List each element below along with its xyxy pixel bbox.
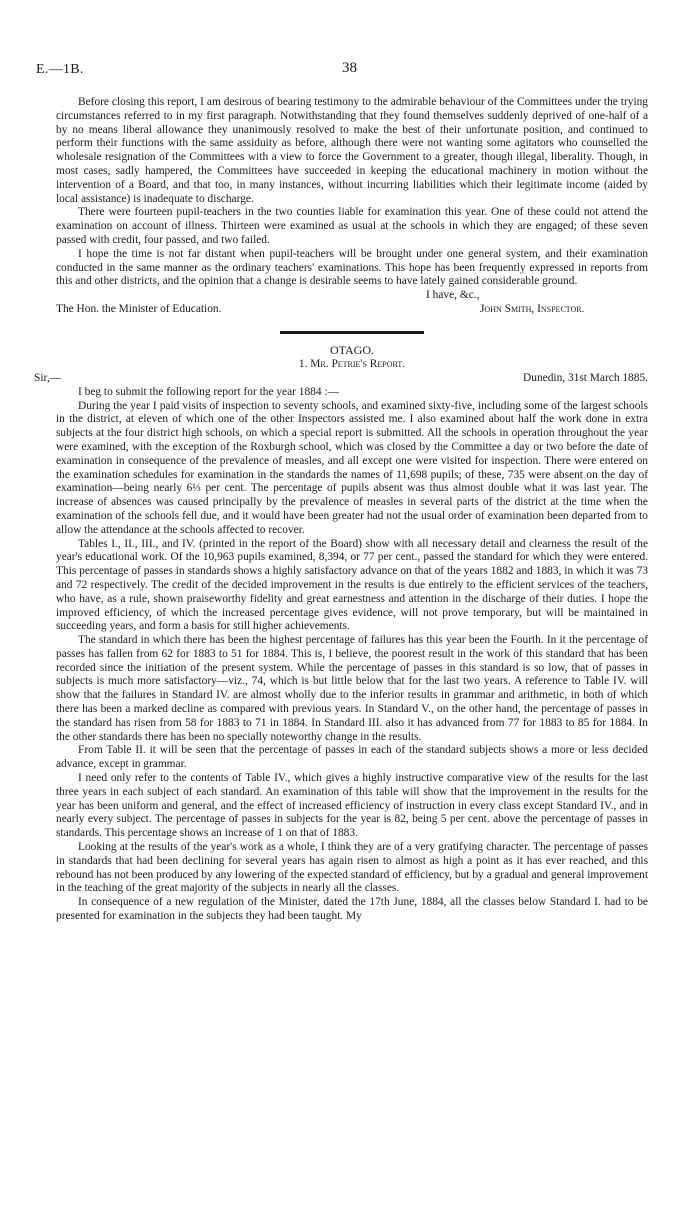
page-number: 38 (342, 60, 357, 76)
signatory: John Smith, Inspector. (480, 303, 585, 316)
closing-phrase: I have, &c., (426, 289, 480, 302)
salutation: Sir,— (34, 371, 62, 384)
paragraph: Before closing this report, I am desirous of bearing testimony to the admirable behaviour of the Committees under the trying circumstances referred to in my first paragraph. Notwithstanding that they found themselves suddenly deprived of one-half of a by no means liberal allowance they unanimously resolved to make the best of their unfortunate position, and continued to perform their functions with the same assiduity as before, although there were not wanting some agitators who counselled the wholesale resignation of the Committees with a view to force the Government to a greater, though illegal, liberality. Though, in most cases, sadly hampered, the Committees have succeeded in keeping the educational machinery in motion without the intervention of a Board, and that too, in many instances, without incurring liabilities which their legitimate income (aided by local assistance) is inadequate to discharge. (56, 96, 648, 205)
paragraph: In consequence of a new regulation of the Minister, dated the 17th June, 1884, all the classes below Standard I. had to be presented for examination in the subjects they had been taught. My (56, 896, 648, 923)
section-divider (280, 331, 424, 334)
report-body (34, 96, 648, 924)
paragraph: I beg to submit the following report for the year 1884 :— (78, 385, 339, 398)
signature-block (56, 289, 648, 317)
section-heading: OTAGO. (329, 343, 375, 358)
salutation-line (34, 371, 648, 386)
paragraph: Tables I., II., III., and IV. (printed in the report of the Board) show with all necessary detail and clearness the result of the year's educational work. Of the 10,963 pupils examined, 8,394, or 77 per cent., passed the standard for which they were entered. This percentage of passes in standards shows a highly satisfactory advance on that of the years 1882 and 1883, in which it was 73 and 72 respectively. The credit of the decided improvement in the results is due entirely to the efficient services of the teachers, who have, as a rule, shown praiseworthy fidelity and great earnestness and attention in the discharge of their duties. I hope the improved efficiency, of which the increased percentage gives evidence, will not prove temporary, but will be maintained in succeeding years, and form a basis for still higher achievements. (56, 537, 648, 633)
paragraph: During the year I paid visits of inspection to seventy schools, and examined sixty-five, including some of the largest schools in the district, at eleven of which one of the other Inspectors assisted me. I also examined about half the work done in extra subjects at the four district high schools, on which a special report is submitted. All the schools in operation throughout the year were examined, with the exception of the Roxburgh school, which was closed by the Committee a day or two before the date of examination in consequence of the prevalence of measles, and all except one were visited for inspection. There were entered on the examination schedules for examination in the standards the names of 11,698 pupils; of these, 735 were absent on the day of examination—being nearly 6⅓ per cent. The percentage of pupils absent was thus almost double what it was last year. The increase of absences was caused principally by the prevalence of measles in several parts of the district at the time when the examination of the schools fell due, and it would have been greater had not the usual order of examination been departed from to allow the attendance at the schools affected to recover. (56, 399, 648, 536)
addressee: The Hon. the Minister of Education. (56, 303, 222, 316)
paragraph: There were fourteen pupil-teachers in the two counties liable for examination this year. One of these could not attend the examination on account of illness. Thirteen were examined as usual at the schools in which they are engaged; of these seven passed with credit, four passed, and two failed. (56, 206, 648, 246)
section-reference: E.—1B. (36, 62, 84, 77)
paragraph: Looking at the results of the year's work as a whole, I think they are of a very gratifying character. The percentage of passes in standards that had been declining for several years has again risen to almost as high a point as it has ever reached, and this rebound has not been produced by any lowering of the expected standard of efficiency, but by a gradual and general improvement in the teaching of the great majority of the subjects in nearly all the classes. (56, 841, 648, 895)
paragraph: I need only refer to the contents of Table IV., which gives a highly instructive comparative view of the results for the last three years in each subject of each standard. An examination of this table will show that the improvement in the results for the year has been uniform and general, and the effect of increased efficiency of instruction in every class except Standard IV., and in nearly every subject. The percentage of passes in subjects for the year is 82, being 5 per cent. above the percentage of passes in standards. This percentage shows an increase of 1 on that of 1883. (56, 772, 648, 840)
paragraph: From Table II. it will be seen that the percentage of passes in each of the standard subjects shows a more or less decided advance, except in grammar. (56, 744, 648, 771)
report-subheading: 1. Mr. Petrie's Report. (298, 357, 406, 370)
paragraph: I hope the time is not far distant when pupil-teachers will be brought under one general system, and their examination conducted in the same manner as the ordinary teachers' examinations. This hope has been frequently expressed in reports from this and other districts, and the opinion that a change is desirable seems to have lately gained considerable ground. (56, 247, 648, 288)
dateline: Dunedin, 31st March 1885. (523, 371, 648, 384)
paragraph: The standard in which there has been the highest percentage of failures has this year been the Fourth. In it the percentage of passes has fallen from 62 for 1883 to 51 for 1884. This is, I believe, the poorest result in the work of this standard that has been recorded since the initiation of the present system. While the percentage of passes in this standard is so low, that of passes in subjects is much more satisfactory—viz., 74, which is but little below that for the last two years. A reference to Table IV. will show that the failures in Standard IV. are almost wholly due to the inferior results in grammar and arithmetic, in both of which there has been a marked decline as compared with previous years. In Standard V., on the other hand, the percentage of passes in the standard has risen from 58 for 1883 to 71 in 1884. In Standard III. also it has advanced from 77 for 1883 to 85 for 1884. In the other standards there has been no specially noteworthy change in the results. (56, 634, 648, 743)
